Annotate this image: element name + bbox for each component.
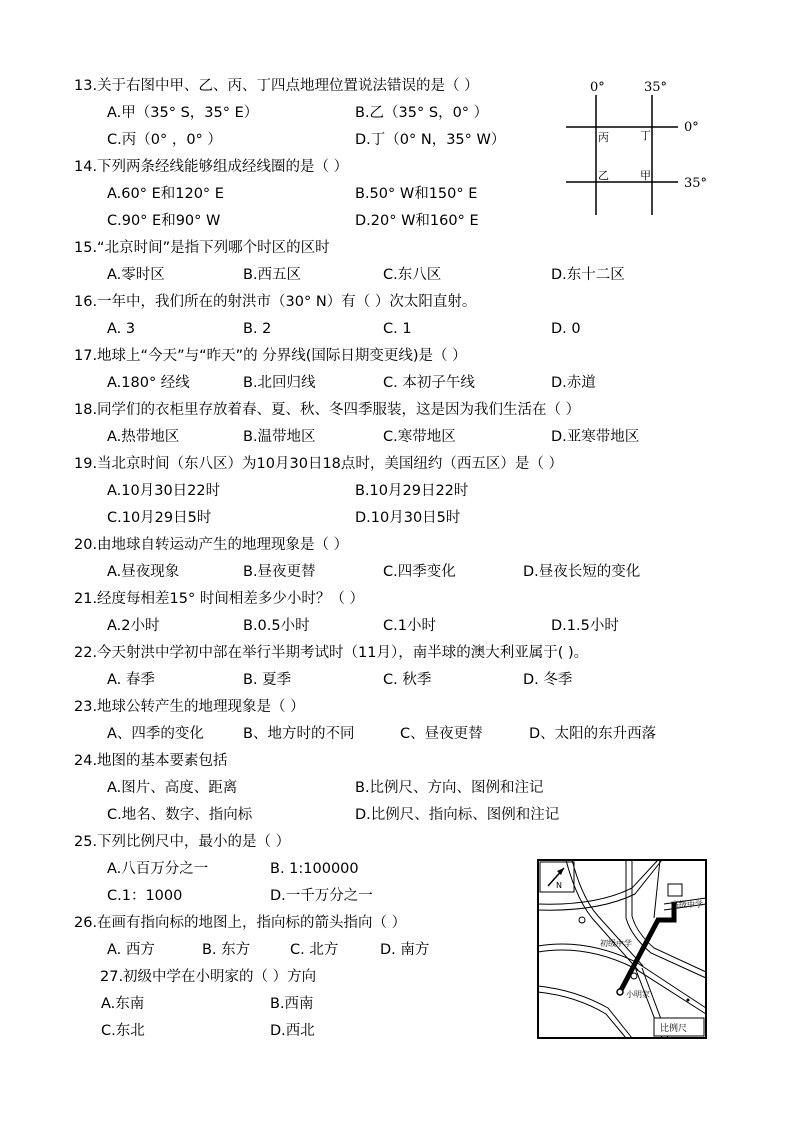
option-d: D. 南方 <box>380 942 430 958</box>
option-d: D.亚寒带地区 <box>551 429 640 445</box>
option-c: C.东北 <box>101 1023 145 1039</box>
lat-label-35: 35° <box>684 176 708 191</box>
question-14: 14.下列两条经线能够组成经线圈的是（ ） <box>74 159 349 175</box>
option-d: D.赤道 <box>551 375 596 391</box>
option-a: A.甲（35° S，35° E） <box>107 105 259 121</box>
option-c: C.1：1000 <box>107 888 183 904</box>
option-a: A.八百万分之一 <box>107 861 209 877</box>
junior-school-label: 初级中学 <box>600 939 632 948</box>
option-a: A.180° 经线 <box>107 375 190 391</box>
option-b: B.比例尺、方向、图例和注记 <box>355 780 544 796</box>
question-21: 21.经度每相差15° 时间相差多少小时？（ ） <box>74 591 364 607</box>
question-17: 17.地球上“今天”与“昨天”的 分界线(国际日期变更线)是（ ） <box>74 348 467 364</box>
option-d: D.比例尺、指向标、图例和注记 <box>355 807 560 823</box>
option-a: A.热带地区 <box>107 429 180 445</box>
question-16: 16.一年中，我们所在的射洪市（30° N）有（ ）次太阳直射。 <box>74 294 477 310</box>
option-b: B.乙（35° S，0° ） <box>355 105 489 121</box>
option-c: C.90° E和90° W <box>107 213 221 229</box>
point-yi: 乙 <box>598 169 609 182</box>
option-d: D.20° W和160° E <box>355 213 479 229</box>
option-d: D.1.5小时 <box>551 618 619 634</box>
option-a: A、四季的变化 <box>107 726 204 742</box>
option-c: C.地名、数字、指向标 <box>107 807 253 823</box>
option-d: D. 0 <box>551 321 581 337</box>
senior-school-label: 高级中学 <box>671 900 703 909</box>
question-24: 24.地图的基本要素包括 <box>74 753 228 769</box>
junction-icon <box>579 917 585 923</box>
option-b: B.50° W和150° E <box>355 186 478 202</box>
option-c: C. 秋季 <box>383 672 432 688</box>
option-c: C、昼夜更替 <box>400 726 483 742</box>
option-a: A.2小时 <box>107 618 160 634</box>
option-d: D.丁（0° N，35° W） <box>355 132 506 148</box>
option-d: D.昼夜长短的变化 <box>523 564 641 580</box>
question-20: 20.由地球自转运动产生的地理现象是（ ） <box>74 537 349 553</box>
option-c: C.丙（0° ，0° ） <box>107 132 222 148</box>
option-b: B.温带地区 <box>243 429 316 445</box>
option-b: B.昼夜更替 <box>243 564 316 580</box>
option-b: B.西五区 <box>243 267 302 283</box>
option-c: C. 北方 <box>290 942 339 958</box>
option-a: A. 春季 <box>107 672 155 688</box>
lat-label-0: 0° <box>684 120 699 135</box>
option-a: A. 西方 <box>107 942 155 958</box>
question-19: 19.当北京时间（东八区）为10月30日18点时，美国纽约（西五区）是（ ） <box>74 456 564 472</box>
option-c: C.10月29日5时 <box>107 510 212 526</box>
question-23: 23.地球公转产生的地理现象是（ ） <box>74 699 305 715</box>
option-b: B. 东方 <box>202 942 251 958</box>
question-13: 13.关于右图中甲、乙、丙、丁四点地理位置说法错误的是（ ） <box>74 78 479 94</box>
street-map-figure <box>536 858 708 1040</box>
dot-icon <box>687 999 690 1002</box>
option-a: A.10月30日22时 <box>107 483 221 499</box>
question-22: 22.今天射洪中学初中部在举行半期考试时（11月），南半球的澳大利亚属于( )。 <box>74 645 589 661</box>
option-a: A.60° E和120° E <box>107 186 224 202</box>
question-27: 27.初级中学在小明家的（ ）方向 <box>100 969 317 985</box>
option-b: B. 2 <box>243 321 272 337</box>
option-d: D.西北 <box>270 1023 315 1039</box>
option-c: C.四季变化 <box>383 564 456 580</box>
option-a: A.昼夜现象 <box>107 564 180 580</box>
option-c: C. 本初子午线 <box>383 375 475 391</box>
option-c: C.寒带地区 <box>383 429 456 445</box>
point-bing: 丙 <box>598 131 609 144</box>
option-b: B. 1:100000 <box>270 861 359 877</box>
option-b: B.0.5小时 <box>243 618 310 634</box>
school-building-icon <box>668 884 682 896</box>
home-marker-icon <box>617 989 623 995</box>
option-a: A.东南 <box>101 996 145 1012</box>
option-d: D、太阳的东升西落 <box>529 726 657 742</box>
point-jia: 甲 <box>640 169 651 182</box>
option-b: B.10月29日22时 <box>355 483 469 499</box>
option-d: D.一千万分之一 <box>270 888 373 904</box>
option-d: D. 冬季 <box>523 672 573 688</box>
scale-label: 比例尺 <box>660 1024 688 1034</box>
lon-label-0: 0° <box>590 80 605 95</box>
option-a: A.图片、高度、距离 <box>107 780 238 796</box>
question-25: 25.下列比例尺中，最小的是（ ） <box>74 834 291 850</box>
option-b: B.北回归线 <box>243 375 316 391</box>
home-label: 小明家 <box>626 990 650 999</box>
option-c: C.1小时 <box>383 618 436 634</box>
option-d: D.10月30日5时 <box>355 510 461 526</box>
north-arrow-label: N <box>556 881 562 890</box>
option-d: D.东十二区 <box>551 267 625 283</box>
question-18: 18.同学们的衣柜里存放着春、夏、秋、冬四季服装，这是因为我们生活在（ ） <box>74 402 581 418</box>
option-b: B. 夏季 <box>243 672 292 688</box>
option-b: B.西南 <box>270 996 314 1012</box>
question-15: 15.“北京时间”是指下列哪个时区的区时 <box>74 240 330 256</box>
option-a: A. 3 <box>107 321 136 337</box>
question-26: 26.在画有指向标的地图上，指向标的箭头指向（ ） <box>74 915 407 931</box>
lat-lon-grid-figure <box>560 75 720 220</box>
lon-label-35: 35° <box>644 80 668 95</box>
point-ding: 丁 <box>640 129 651 142</box>
option-c: C. 1 <box>383 321 412 337</box>
option-a: A.零时区 <box>107 267 165 283</box>
option-c: C.东八区 <box>383 267 442 283</box>
option-b: B、地方时的不同 <box>243 726 355 742</box>
junction-icon <box>631 973 637 979</box>
